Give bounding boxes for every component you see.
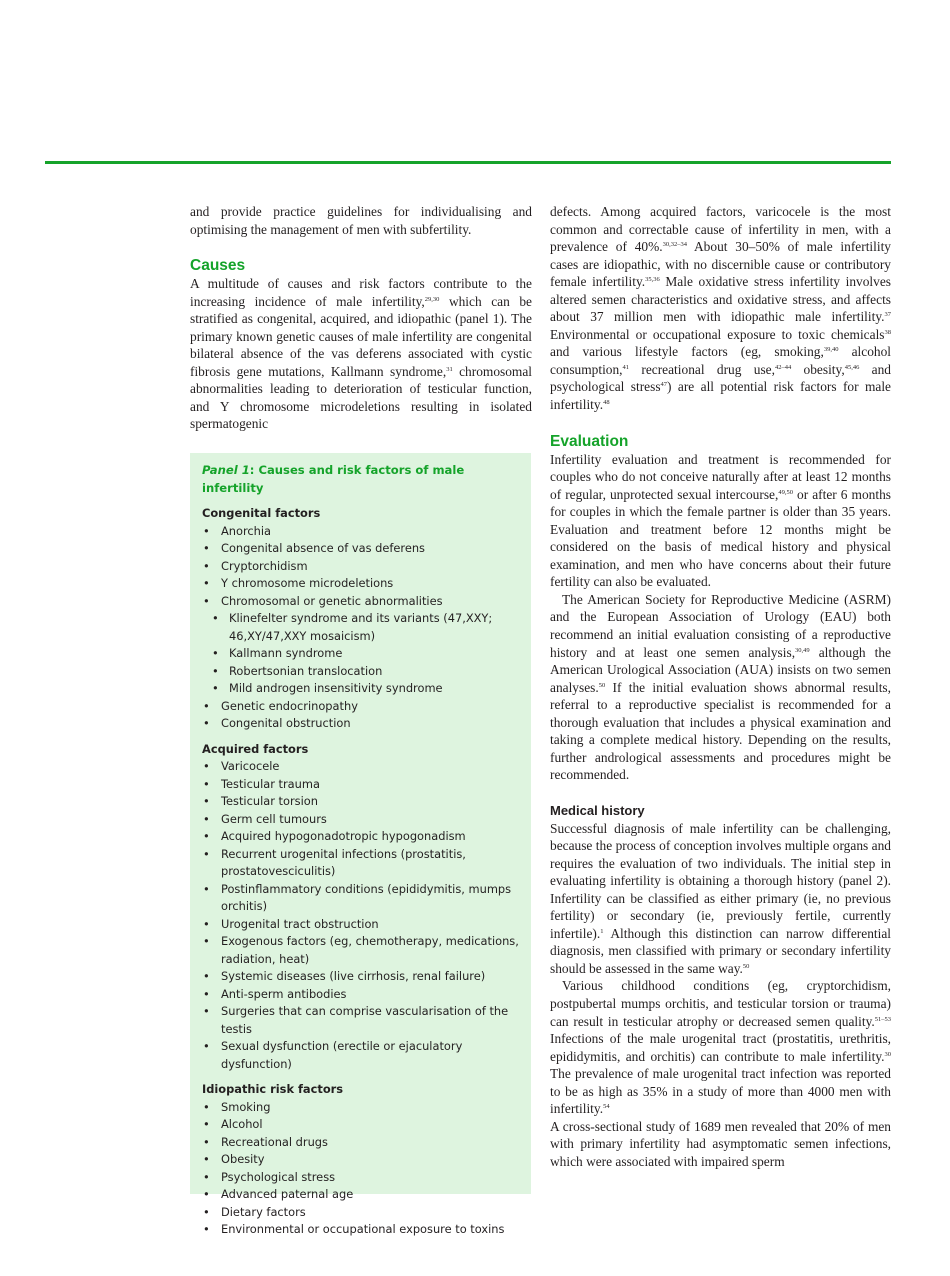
paragraph-asrm: The American Society for Reproductive Medicine (ASRM) and the European Association of Urology (EAU) both recommend an initial evaluation consisting of a reproductive history and at least one semen analysis,$^{30,49}$ although the American Urological Association (AUA) insists on two semen analyses.$^{50}$ If the initial evaluation shows abnormal results, referral to a reproductive specialist is recommended for a thorough evaluation that includes a physical examination and taking a complete medical history. Depending on the results, further andrological assessments and procedures might be recommended. [550, 591, 891, 783]
panel-list-item: • Recurrent urogenital infections (prostatitis, prostatovesciculitis) [202, 846, 519, 881]
left-column [190, 203, 532, 433]
panel-list-item: • Exogenous factors (eg, chemotherapy, medications, radiation, heat) [202, 933, 519, 968]
panel-list-item: • Testicular trauma [202, 776, 519, 794]
causes-heading: Causes [190, 257, 246, 275]
panel-list-item: • Postinflammatory conditions (epididymitis, mumps orchitis) [202, 881, 519, 916]
panel-list-item: • Alcohol [202, 1116, 519, 1134]
panel-list-item: • Congenital absence of vas deferens [202, 540, 519, 558]
panel-group-list [202, 758, 519, 1073]
panel-groups [202, 505, 519, 1239]
citation: 31 [446, 365, 453, 373]
paragraph-childhood-conditions: Various childhood conditions (eg, cryptorchidism, postpubertal mumps orchitis, and testicular torsion or trauma) can result in testicular atrophy or decreased semen quality.$^{51-53}$ Infections of the male urogenital tract (prostatitis, urethritis, epididymitis, and orchitis) can contribute to male infertility.$^{30}$ The prevalence of male urogenital tract infection was reported to be as high as 35% in a study of more than 4000 men with infertility.$^{54}$ [550, 978, 891, 1117]
panel-list-item: • Klinefelter syndrome and its variants (47,XXY; 46,XY/47,XXY mosaicism) [202, 610, 519, 645]
panel-list-item: • Cryptorchidism [202, 558, 519, 576]
panel-list-item: • Acquired hypogonadotropic hypogonadism [202, 828, 519, 846]
intro-paragraph: and provide practice guidelines for individualising and optimising the management of men with subfertility. [190, 204, 532, 237]
causes-paragraph: A multitude of causes and risk factors contribute to the increasing incidence of male infertility,$^{29,30}$ which can be stratified as congenital, acquired, and idiopathic (panel 1). The primary known genetic causes of male infertility are congenital bilateral absence of the vas deferens associated with cystic fibrosis gene mutations, Kallmann syndrome,$^{31}$ chromosomal abnormalities leading to deterioration of testicular function, and Y chromosome microdeletions resulting in isolated spermatogenic [190, 276, 532, 432]
panel-list-item: • Psychological stress [202, 1169, 519, 1187]
panel-list-item: • Chromosomal or genetic abnormalities [202, 593, 519, 611]
panel-list-item: • Surgeries that can comprise vascularisation of the testis [202, 1003, 519, 1038]
panel-list-item: • Y chromosome microdeletions [202, 575, 519, 593]
panel-list-item: • Kallmann syndrome [202, 645, 519, 663]
paragraph-acquired-factors: defects. Among acquired factors, varicocele is the most common and correctable cause of infertility in men, with a prevalence of 40%.$^{30,32-34}$ About 30–50% of male infertility cases are idiopathic, with no discernible cause or contributory female infertility.$^{35,36}$ Male oxidative stress infertility involves altered semen characteristics and oxidative stress, and affects about 37 million men with idiopathic male infertility.$^{37}$ Environmental or occupational exposure to toxic chemicals$^{38}$ and various lifestyle factors (eg, smoking,$^{39,40}$ alcohol consumption,$^{41}$ recreational drug use,$^{42-44}$ obesity,$^{45,46}$ and psychological stress$^{47}$) are all potential risk factors for male infertility.$^{48}$ [550, 204, 892, 413]
panel-group-title: Idiopathic risk factors [202, 1082, 344, 1096]
panel-group-list [202, 1099, 519, 1239]
paragraph-evaluation: Infertility evaluation and treatment is recommended for couples who do not conceive naturally after at least 12 months of regular, unprotected sexual intercourse,$^{49,50}$ or after 6 months for couples in which the female partner is older than 35 years. Evaluation and treatment before 12 months might be considered on the basis of medical history and physical examination, and men who have concerns about their future fertility can also be evaluated. [550, 451, 891, 590]
panel-1 [190, 453, 531, 1236]
panel-list-item: • Obesity [202, 1151, 519, 1169]
panel-group-title: Acquired factors [202, 741, 309, 756]
panel-list-item: • Genetic endocrinopathy [202, 698, 519, 716]
panel-group-title: Congenital factors [202, 506, 321, 520]
panel-group [202, 1081, 519, 1239]
panel-list-item: • Germ cell tumours [202, 811, 519, 829]
paragraph-medical-history: Successful diagnosis of male infertility can be challenging, because the process of conception involves multiple organs and requires the evaluation of two individuals. The initial step in evaluating infertility is obtaining a thorough history (panel 2). Infertility can be classified as either primary (ie, no previous fertility) or secondary (ie, previously fertile, currently infertile).$^1$ Although this distinction can narrow differential diagnosis, men classified with primary or secondary infertility should be assessed in the same way.$^{50}$ [550, 820, 891, 976]
panel-group [202, 741, 519, 1074]
panel-group-list [202, 523, 519, 733]
panel-list-item: • Congenital obstruction [202, 715, 519, 733]
header-rule [45, 161, 891, 164]
panel-list-item: • Smoking [202, 1099, 519, 1117]
paragraph-cross-sectional-study: A cross-sectional study of 1689 men revealed that 20% of men with primary infertility had asymptomatic semen infections, which were associated with impaired sperm [550, 1118, 891, 1169]
panel-list-item: • Environmental or occupational exposure to toxins [202, 1221, 519, 1239]
panel-list-item: • Anti-sperm antibodies [202, 986, 519, 1004]
citation: 29,30 [424, 295, 440, 303]
panel-list-item: • Mild androgen insensitivity syndrome [202, 680, 519, 698]
panel-list-item: • Advanced paternal age [202, 1186, 519, 1204]
panel-list-item: • Recreational drugs [202, 1134, 519, 1152]
panel-list-item: • Sexual dysfunction (erectile or ejaculatory dysfunction) [202, 1038, 519, 1073]
panel-list-item: • Varicocele [202, 758, 519, 776]
panel-list-item: • Anorchia [202, 523, 519, 541]
panel-list-item: • Robertsonian translocation [202, 663, 519, 681]
panel-list-item: • Dietary factors [202, 1204, 519, 1222]
panel-list-item: • Testicular torsion [202, 793, 519, 811]
panel-group [202, 505, 519, 733]
right-column [550, 203, 891, 1170]
medical-history-heading: Medical history [550, 802, 645, 818]
panel-title: Panel 1: Causes and risk factors of male infertility [202, 463, 465, 495]
panel-list-item: • Systemic diseases (live cirrhosis, renal failure) [202, 968, 519, 986]
panel-list-item: • Urogenital tract obstruction [202, 916, 519, 934]
evaluation-heading: Evaluation [550, 432, 629, 450]
